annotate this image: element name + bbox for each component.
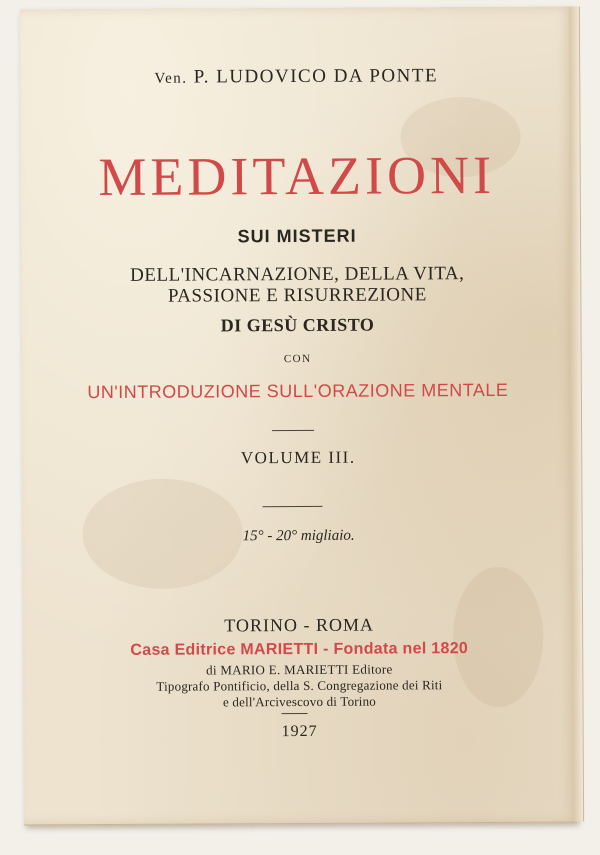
book-title-page — [20, 7, 577, 826]
divider-rule — [262, 506, 322, 507]
printer-line-1: Tipografo Pontificio, della S. Congregazione dei Riti — [156, 677, 443, 694]
publication-year: 1927 — [281, 722, 318, 741]
edition-note: 15° - 20° migliaio. — [242, 527, 355, 545]
subtitle-line-4: DI GESÙ CRISTO — [220, 314, 375, 336]
subtitle-line-2: DELL'INCARNAZIONE, DELLA VITA, — [130, 263, 465, 286]
author-prefix: Ven. — [154, 70, 188, 87]
subtitle-line-1: SUI MISTERI — [237, 225, 357, 247]
subtitle-line-3: PASSIONE E RISURREZIONE — [167, 284, 427, 307]
publisher-name: Casa Editrice MARIETTI - Fondata nel 1820 — [130, 640, 469, 659]
connector-text: CON — [283, 352, 312, 366]
book-title: MEDITAZIONI — [98, 144, 496, 208]
volume-label: VOLUME III. — [240, 447, 356, 468]
author-line — [20, 65, 572, 90]
divider-rule — [272, 430, 314, 431]
author-name: P. LUDOVICO DA PONTE — [193, 65, 439, 88]
editor-line: di MARIO E. MARIETTI Editore — [206, 661, 393, 678]
introduction-line: UN'INTRODUZIONE SULL'ORAZIONE MENTALE — [87, 379, 509, 403]
printer-line-2: e dell'Arcivescovo di Torino — [222, 693, 377, 710]
divider-rule — [282, 713, 308, 714]
publication-city: TORINO - ROMA — [224, 614, 374, 636]
